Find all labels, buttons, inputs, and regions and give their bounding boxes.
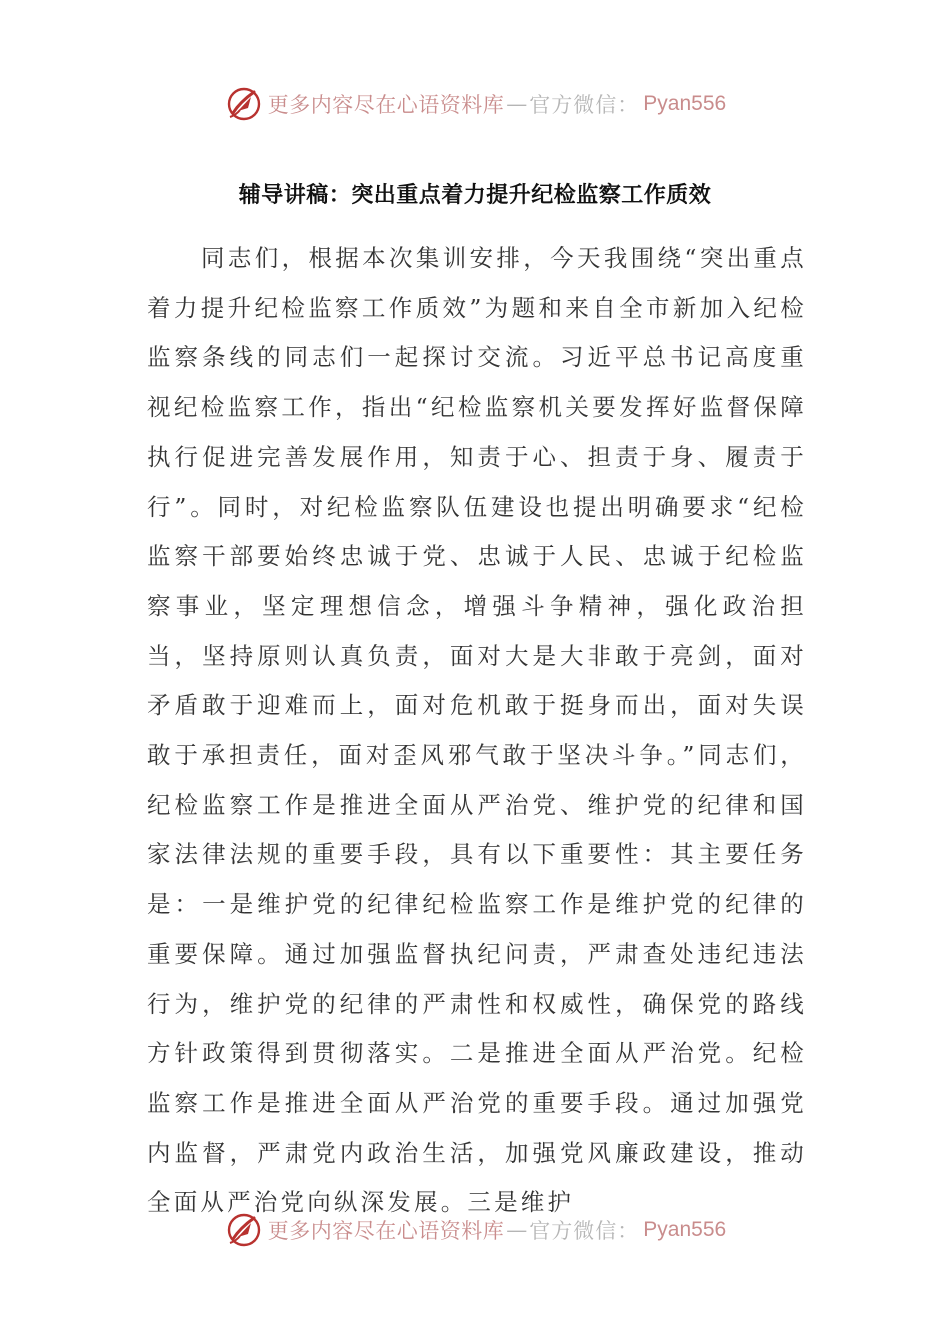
document-paragraph: 同志们，根据本次集训安排，今天我围绕“突出重点着力提升纪检监察工作质效”为题和来自全市新加入纪检监察条线的同志们一起探讨交流。习近平总书记高度重视纪检监察工作，指出“纪检监察机关要发挥好监督保障执行促进完善发展作用，知责于心、担责于身、履责于行”。同时，对纪检监察队伍建设也提出明确要求“纪检监察干部要始终忠诚于党、忠诚于人民、忠诚于纪检监察事业，坚定理想信念，增强斗争精神，强化政治担当，坚持原则认真负责，面对大是大非敢于亮剑，面对矛盾敢于迎难而上，面对危机敢于挺身而出，面对失误敢于承担责任，面对歪风邪气敢于坚决斗争。”同志们，纪检监察工作是推进全面从严治党、维护党的纪律和国家法律法规的重要手段，具有以下重要性：其主要任务是：一是维护党的纪律纪检监察工作是维护党的纪律的重要保障。通过加强监督执纪问责，严肃查处违纪违法行为，维护党的纪律的严肃性和权威性，确保党的路线方针政策得到贯彻落实。二是推进全面从严治党。纪检监察工作是推进全面从严治党的重要手段。通过加强党内监督，严肃党内政治生活，加强党风廉政建设，推动全面从严治党向纵深发展。三是维护: [147, 244, 807, 1217]
pen-logo-icon: [224, 84, 264, 124]
footer-wechat-label: 官方微信：: [529, 1219, 640, 1243]
pen-logo-icon: [224, 1210, 264, 1250]
footer-slogan: 更多内容尽在心语资料库: [267, 1219, 505, 1243]
footer-wechat-id: Pyan556: [643, 1218, 727, 1241]
footer-separator: —: [506, 1218, 528, 1242]
header-banner: [0, 84, 950, 124]
document-title: 辅导讲稿：突出重点着力提升纪检监察工作质效: [238, 183, 712, 208]
footer-banner: [0, 1210, 950, 1250]
header-wechat-label: 官方微信：: [529, 93, 640, 117]
header-separator: —: [506, 92, 528, 116]
header-slogan: 更多内容尽在心语资料库: [267, 93, 505, 117]
header-wechat-id: Pyan556: [643, 92, 727, 115]
